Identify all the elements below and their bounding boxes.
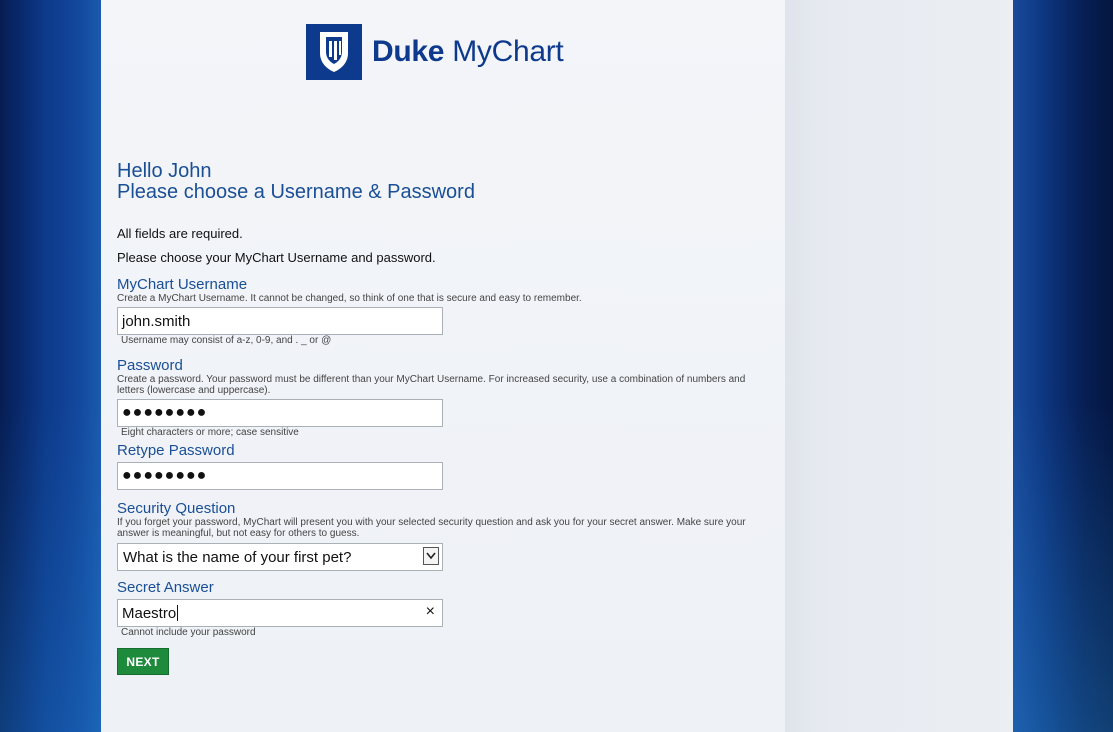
retype-password-input[interactable]	[117, 462, 443, 490]
password-hint: Eight characters or more; case sensitive	[121, 427, 299, 438]
security-question-label: Security Question	[117, 500, 236, 517]
security-question-select[interactable]	[117, 543, 443, 571]
chevron-down-icon[interactable]	[423, 547, 439, 565]
duke-mychart-logo	[306, 24, 563, 80]
password-label: Password	[117, 357, 183, 374]
duke-shield-icon	[306, 24, 362, 80]
secret-answer-input[interactable]	[117, 599, 443, 627]
username-hint: Username may consist of a-z, 0-9, and . _ or @	[121, 335, 332, 346]
secret-answer-label: Secret Answer	[117, 579, 214, 596]
secret-answer-value: Maestro	[122, 604, 177, 622]
side-panel	[785, 0, 1013, 732]
brand-name	[372, 35, 563, 69]
background-right	[1013, 0, 1113, 732]
brand-name-bold: Duke	[372, 35, 445, 68]
username-label: MyChart Username	[117, 276, 248, 293]
password-input[interactable]	[117, 399, 443, 427]
page-subtitle: Please choose a Username & Password	[117, 181, 475, 203]
brand-name-light: MyChart	[452, 35, 564, 68]
background-left	[0, 0, 101, 732]
username-help: Create a MyChart Username. It cannot be changed, so think of one that is secure and easy to remember.	[117, 293, 582, 304]
username-input[interactable]	[117, 307, 443, 335]
clear-icon[interactable]: ×	[425, 603, 435, 620]
instructions-text: Please choose your MyChart Username and password.	[117, 250, 436, 265]
password-help: Create a password. Your password must be different than your MyChart Username. For increased security, use a combination of numbers and letters (lowercase and uppercase).	[117, 374, 746, 396]
secret-answer-hint: Cannot include your password	[121, 627, 256, 638]
greeting-title: Hello John	[117, 160, 212, 182]
required-note: All fields are required.	[117, 226, 243, 241]
password-masked-value: ●●●●●●●●	[122, 404, 208, 421]
username-value: john.smith	[122, 312, 191, 330]
next-button[interactable]: NEXT	[117, 648, 169, 675]
text-caret	[177, 605, 178, 621]
security-question-selected: What is the name of your first pet?	[123, 548, 352, 566]
security-question-help: If you forget your password, MyChart will present you with your selected security question and ask you for your secret answer. Make sure your answer is meaningful, but not easy for others to guess.	[117, 517, 746, 539]
retype-password-label: Retype Password	[117, 442, 235, 459]
retype-password-masked-value: ●●●●●●●●	[122, 467, 208, 484]
